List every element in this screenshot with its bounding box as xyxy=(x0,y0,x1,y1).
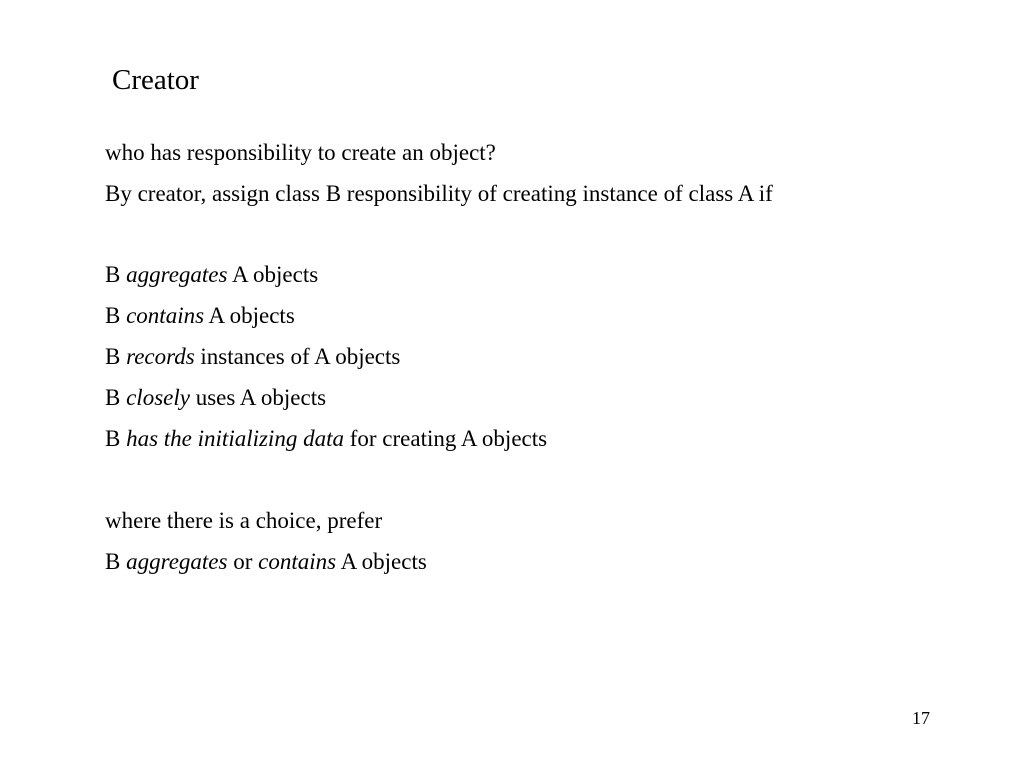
rule-emphasis: aggregates xyxy=(126,262,228,287)
rule-subject: B xyxy=(105,344,121,369)
question-line: who has responsibility to create an object? xyxy=(105,140,496,165)
page-number: 17 xyxy=(912,708,930,728)
rule-emphasis: records xyxy=(126,344,195,369)
rule-records xyxy=(105,342,400,372)
preference-line xyxy=(105,547,427,577)
slide-title: Creator xyxy=(112,64,199,96)
rule-rest: uses A objects xyxy=(195,385,327,410)
rule-emphasis: contains xyxy=(126,303,205,328)
rule-emphasis: closely xyxy=(126,385,190,410)
preference-subject: B xyxy=(105,549,121,574)
rule-contains xyxy=(105,301,295,331)
rule-rest: A objects xyxy=(208,303,295,328)
rule-emphasis: has the initializing data xyxy=(126,426,344,451)
preference-connector: or xyxy=(233,549,253,574)
rule-subject: B xyxy=(105,303,121,328)
rule-subject: B xyxy=(105,426,121,451)
rule-rest: for creating A objects xyxy=(349,426,548,451)
rule-rest: A objects xyxy=(231,262,319,287)
intro-line: By creator, assign class B responsibility of creating instance of class A if xyxy=(105,181,773,206)
rule-subject: B xyxy=(105,385,121,410)
rule-aggregates xyxy=(105,260,318,290)
rule-initializing-data xyxy=(105,424,547,454)
preference-intro-line: where there is a choice, prefer xyxy=(105,508,383,533)
rule-rest: instances of A objects xyxy=(200,344,401,369)
rule-closely xyxy=(105,383,326,413)
preference-emphasis-contains: contains xyxy=(258,549,337,574)
preference-rest: A objects xyxy=(340,549,427,574)
preference-emphasis-aggregates: aggregates xyxy=(126,549,228,574)
rule-subject: B xyxy=(105,262,121,287)
